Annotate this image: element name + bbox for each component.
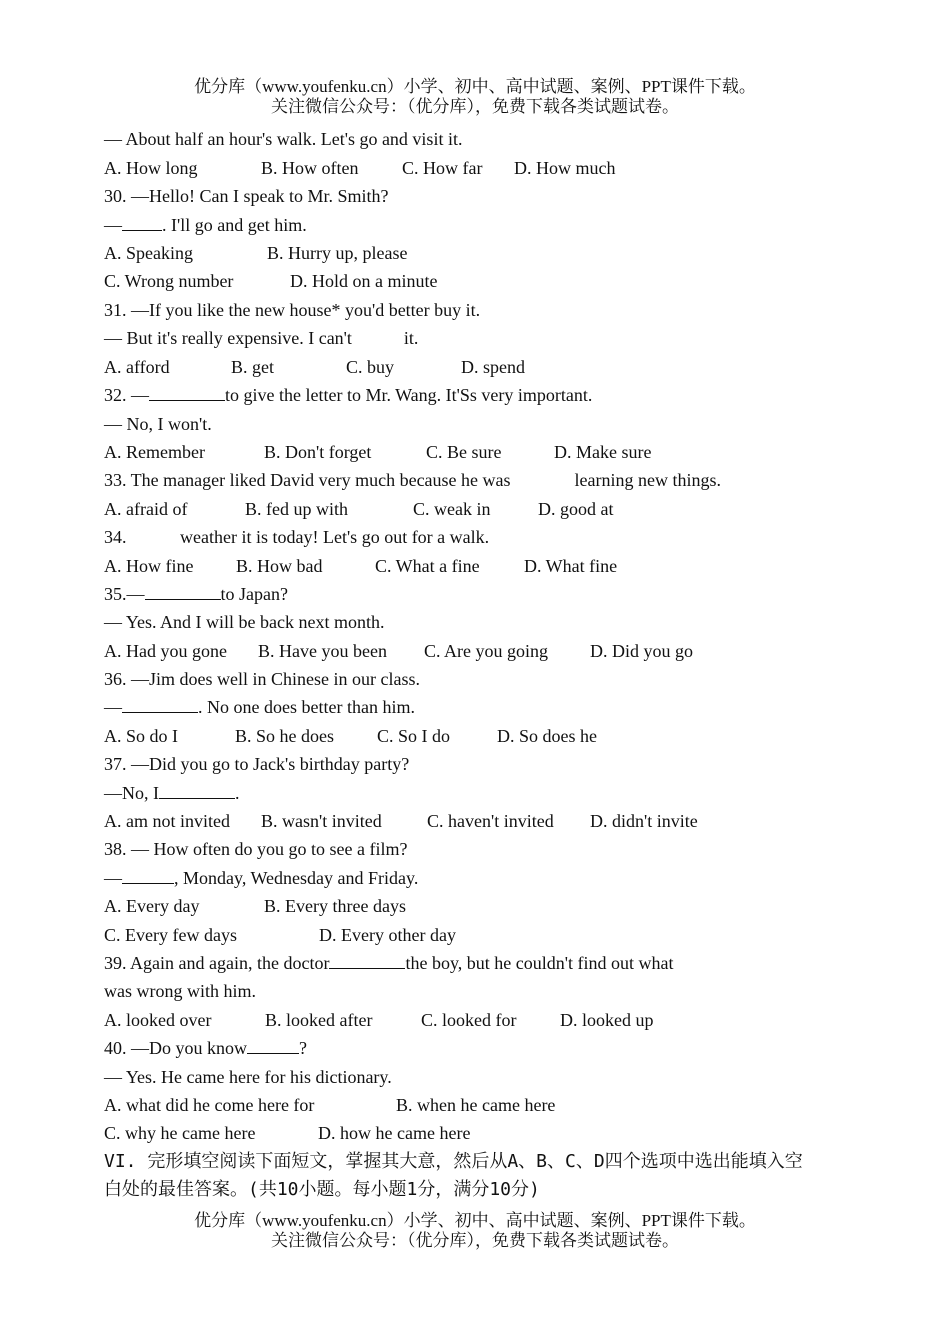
q37-option-d: D. didn't invite [590,811,698,831]
q30-question: 30. —Hello! Can I speak to Mr. Smith? [104,186,389,206]
q32-blank [149,384,225,401]
q34-option-b: B. How bad [236,556,323,576]
q35-option-b: B. Have you been [258,641,387,661]
q39-blank [329,952,405,969]
q40-option-b: B. when he came here [396,1095,556,1115]
q37-response [104,782,240,804]
q40-option-d: D. how he came here [318,1123,471,1143]
q38-response-text: , Monday, Wednesday and Friday. [174,868,419,888]
q37-response-text: —No, I [104,783,159,803]
q30-options-row1 [104,242,407,264]
q38-question: 38. — How often do you go to see a film? [104,839,408,859]
page-header-line1: 优分库（www.youfenku.cn）小学、初中、高中试题、案例、PPT课件下载。 [194,77,756,96]
page-footer-line1: 优分库（www.youfenku.cn）小学、初中、高中试题、案例、PPT课件下载。 [194,1211,756,1230]
page-header-line2: 关注微信公众号：（优分库），免费下载各类试题试卷。 [271,97,679,116]
q36-option-d: D. So does he [497,726,597,746]
section-6-heading: VI. 完形填空阅读下面短文，掌握其大意，然后从A、B、C、D四个选项中选出能填入空 [104,1151,803,1172]
q38-option-d: D. Every other day [319,925,456,945]
q30-option-d: D. Hold on a minute [290,271,438,291]
q29-option-b: B. How often [261,158,359,178]
q40-question-text: 40. —Do you know [104,1038,247,1058]
q38-options-row2 [104,924,456,946]
q30-option-c: C. Wrong number [104,271,234,291]
page-footer-line2: 关注微信公众号：（优分库），免费下载各类试题试卷。 [271,1231,679,1250]
q37-option-c: C. haven't invited [427,811,554,831]
q29-option-d: D. How much [514,158,616,178]
q29-option-a: A. How long [104,158,198,178]
q35-option-c: C. Are you going [424,641,548,661]
q36-response [104,696,415,718]
q36-option-c: C. So I do [377,726,451,746]
q29-options [104,157,616,179]
q37-options [104,810,698,832]
q32-question-text: to give the letter to Mr. Wang. It'Ss very important. [225,385,593,405]
q34-question [104,526,489,548]
q31-option-d: D. spend [461,357,525,377]
q37-response-end: . [235,783,240,803]
q36-response-text: . No one does better than him. [198,697,415,717]
q39-option-d: D. looked up [560,1010,654,1030]
q32-option-d: D. Make sure [554,442,652,462]
section-6-instructions: 白处的最佳答案。(共10小题。每小题1分，满分10分) [104,1179,540,1200]
q32-question [104,384,592,406]
q30-response-dash: — [104,215,122,235]
q29-answer: — About half an hour's walk. Let's go and visit it. [104,129,463,149]
q39-option-b: B. looked after [265,1010,373,1030]
q37-option-b: B. wasn't invited [261,811,382,831]
q35-question-text: to Japan? [220,584,288,604]
q31-response-end: it. [403,328,419,348]
q32-options [104,441,651,463]
q30-response-text: . I'll go and get him. [162,215,307,235]
q33-options [104,498,614,520]
q40-question-end: ? [299,1038,307,1058]
q31-option-c: C. buy [346,357,395,377]
q31-options [104,356,525,378]
q33-option-c: C. weak in [413,499,491,519]
q36-question: 36. —Jim does well in Chinese in our class. [104,669,420,689]
q30-options-row2 [104,270,437,292]
q38-response [104,867,418,889]
q31-response-text: — But it's really expensive. I can't [104,328,352,348]
q34-option-d: D. What fine [524,556,618,576]
q31-response [104,327,418,349]
q33-option-d: D. good at [538,499,614,519]
q38-response-dash: — [104,868,122,888]
q32-option-a: A. Remember [104,442,205,462]
q40-option-a: A. what did he come here for [104,1095,315,1115]
q30-option-a: A. Speaking [104,243,193,263]
q34-number: 34. [104,527,127,547]
q34-option-c: C. What a fine [375,556,480,576]
q30-response [104,214,307,236]
q38-option-a: A. Every day [104,896,200,916]
q33-question-end: learning new things. [574,470,722,490]
q35-option-a: A. Had you gone [104,641,227,661]
q35-blank [145,583,221,600]
q40-response: — Yes. He came here for his dictionary. [104,1067,392,1087]
q32-question-number: 32. — [104,385,149,405]
q32-option-c: C. Be sure [426,442,502,462]
q33-option-b: B. fed up with [245,499,348,519]
q39-option-a: A. looked over [104,1010,212,1030]
q40-options-row2 [104,1122,470,1144]
q35-option-d: D. Did you go [590,641,693,661]
q36-blank [122,696,198,713]
q40-question [104,1037,307,1059]
q30-blank [122,214,162,231]
q37-question: 37. —Did you go to Jack's birthday party? [104,754,410,774]
q39-question-text: 39. Again and again, the doctor [104,953,330,973]
q35-question [104,583,288,605]
q33-question [104,469,721,491]
q38-option-c: C. Every few days [104,925,237,945]
q35-response: — Yes. And I will be back next month. [104,612,385,632]
q32-option-b: B. Don't forget [264,442,372,462]
q34-options [104,555,617,577]
q40-blank [247,1037,299,1054]
q38-options-row1 [104,895,406,917]
q40-option-c: C. why he came here [104,1123,256,1143]
q33-question-text: 33. The manager liked David very much because he was [104,470,511,490]
q30-option-b: B. Hurry up, please [267,243,408,263]
q34-question-text: weather it is today! Let's go out for a walk. [180,527,490,547]
q38-blank [122,867,174,884]
q35-options [104,640,693,662]
q35-question-number: 35.— [104,584,145,604]
q31-option-b: B. get [231,357,274,377]
q29-option-c: C. How far [402,158,483,178]
q31-option-a: A. afford [104,357,170,377]
q36-options [104,725,597,747]
q36-option-b: B. So he does [235,726,334,746]
q36-option-a: A. So do I [104,726,179,746]
q39-question-cont: the boy, but he couldn't find out what [405,953,674,973]
q36-response-dash: — [104,697,122,717]
q31-question: 31. —If you like the new house* you'd better buy it. [104,300,481,320]
q39-question-line2: was wrong with him. [104,981,256,1001]
q39-options [104,1009,654,1031]
q38-option-b: B. Every three days [264,896,406,916]
q37-blank [159,782,235,799]
q40-options-row1 [104,1094,555,1116]
q39-question [104,952,673,974]
q39-option-c: C. looked for [421,1010,517,1030]
q32-response: — No, I won't. [104,414,212,434]
q33-option-a: A. afraid of [104,499,188,519]
q37-option-a: A. am not invited [104,811,230,831]
q34-option-a: A. How fine [104,556,194,576]
